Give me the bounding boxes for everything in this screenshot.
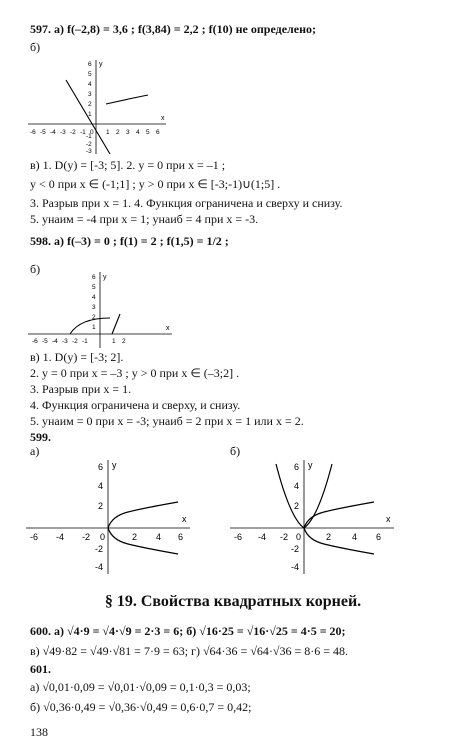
tick-y: 5 xyxy=(88,71,92,78)
page-number: 138 xyxy=(30,725,48,739)
section-heading: § 19. Свойства квадратных корней. xyxy=(104,593,362,610)
axis-x-label: x xyxy=(182,514,187,524)
tick-y: -4 xyxy=(291,562,300,572)
tick-x: -2 xyxy=(280,532,289,542)
tick-x: -3 xyxy=(60,129,66,136)
tick-x: 4 xyxy=(156,532,162,542)
tick-x: 0 xyxy=(100,532,106,542)
tick-x: 1 xyxy=(112,338,116,345)
tick-x: -5 xyxy=(42,338,48,345)
p597-v1: в) 1. D(y) = [-3; 5]. 2. y = 0 при x = –1 ; xyxy=(30,158,226,172)
axis-y-label: y xyxy=(103,274,107,281)
tick-x: 2 xyxy=(326,532,332,542)
tick-x: -5 xyxy=(40,129,46,136)
p598-b-label: б) xyxy=(30,262,41,276)
p601-b: б) √0,36·0,49 = √0,36·√0,49 = 0,6·0,7 = 0,42; xyxy=(30,700,252,714)
p598-a: 598. а) f(–3) = 0 ; f(1) = 2 ; f(1,5) = 1/2 ; xyxy=(30,234,229,248)
p599-title: 599. xyxy=(30,430,51,444)
tick-y: 2 xyxy=(294,501,300,511)
p598-v4: 4. Функция ограничена и сверху, и снизу. xyxy=(30,398,241,412)
tick-x: -4 xyxy=(52,338,58,345)
p597-v4: 5. yнаим = -4 при x = 1; yнаиб = 4 при x = -3. xyxy=(30,212,259,226)
p598-v2: 2. y = 0 при x = –3 ; y > 0 при x ∈ (–3;2] . xyxy=(30,366,240,380)
axis-x-label: x xyxy=(166,325,170,332)
tick-x: 0 xyxy=(90,129,94,136)
graph-598 xyxy=(28,272,174,350)
tick-y: 4 xyxy=(294,481,300,491)
tick-y: 3 xyxy=(88,91,92,98)
tick-x: 2 xyxy=(122,338,126,345)
tick-y: 6 xyxy=(294,462,300,472)
graph-599a xyxy=(24,458,192,576)
graph-599b xyxy=(228,458,396,576)
p598-v1: в) 1. D(y) = [-3; 2]. xyxy=(30,350,124,364)
tick-y: -1 xyxy=(86,133,92,140)
curve-599b-parabola-left xyxy=(276,464,304,528)
p599-a-label: а) xyxy=(30,444,40,458)
tick-y: -2 xyxy=(86,141,92,148)
p597-b-label: б) xyxy=(30,40,41,54)
tick-y: -4 xyxy=(95,562,104,572)
tick-y: 2 xyxy=(98,501,104,511)
axis-y-label: y xyxy=(112,460,117,470)
tick-x: -1 xyxy=(80,129,86,136)
tick-x: -6 xyxy=(30,129,36,136)
p597-v3: 3. Разрыв при x = 1. 4. Функция ограничена и сверху и снизу. xyxy=(30,196,343,210)
p600-line1: 600. а) √4·9 = √4·√9 = 2·3 = 6; б) √16·25 = √16·√25 = 4·5 = 20; xyxy=(30,624,346,638)
tick-x: -4 xyxy=(56,532,65,542)
tick-y: -2 xyxy=(95,544,104,554)
p597-a: 597. а) f(–2,8) = 3,6 ; f(3,84) = 2,2 ; f(10) не определено; xyxy=(30,22,316,36)
tick-y: 3 xyxy=(92,304,96,311)
tick-y: 2 xyxy=(88,101,92,108)
tick-x: 6 xyxy=(156,129,160,136)
curve-598-left xyxy=(70,318,110,334)
tick-y: 2 xyxy=(92,314,96,321)
tick-y: 6 xyxy=(92,274,96,281)
tick-y: 6 xyxy=(98,462,104,472)
tick-x: -1 xyxy=(82,338,88,345)
p600-line2: в) √49·82 = √49·√81 = 7·9 = 63; г) √64·36 = √64·√36 = 8·6 = 48. xyxy=(30,644,349,658)
p598-v3: 3. Разрыв при x = 1. xyxy=(30,382,132,396)
tick-x: 1 xyxy=(106,129,110,136)
tick-y: -3 xyxy=(86,148,92,155)
tick-y: -2 xyxy=(291,544,300,554)
tick-y: 4 xyxy=(88,81,92,88)
p601-title: 601. xyxy=(30,662,51,676)
curve-599b-upper xyxy=(304,502,374,528)
tick-y: 5 xyxy=(92,284,96,291)
tick-x: 3 xyxy=(126,129,130,136)
p601-a: а) √0,01·0,09 = √0,01·√0,09 = 0,1·0,3 = 0,03; xyxy=(30,680,251,694)
tick-x: -2 xyxy=(72,338,78,345)
tick-y: 4 xyxy=(92,294,96,301)
curve-598-right xyxy=(112,314,120,334)
tick-x: -6 xyxy=(30,532,39,542)
axis-x-label: x xyxy=(161,115,165,122)
tick-x: 0 xyxy=(296,532,302,542)
tick-x: 6 xyxy=(178,532,184,542)
curve-599b-lower xyxy=(304,528,374,554)
axis-y-label: y xyxy=(308,460,313,470)
tick-x: 6 xyxy=(376,532,382,542)
tick-x: -2 xyxy=(70,129,76,136)
tick-x: 5 xyxy=(146,129,150,136)
tick-x: -6 xyxy=(234,532,243,542)
tick-x: -6 xyxy=(32,338,38,345)
tick-x: -3 xyxy=(62,338,68,345)
tick-x: -4 xyxy=(258,532,267,542)
tick-x: 4 xyxy=(352,532,358,542)
tick-x: -4 xyxy=(50,129,56,136)
curve-599a-upper xyxy=(108,502,178,528)
p597-v2: y < 0 при x ∈ (-1;1] ; y > 0 при x ∈ [-3;-1)∪(1;5] . xyxy=(30,177,281,191)
tick-x: 2 xyxy=(132,532,138,542)
graph-597 xyxy=(28,58,168,156)
tick-y: 1 xyxy=(88,111,92,118)
curve-599a-lower xyxy=(108,528,178,554)
curve-599b-parabola-right xyxy=(304,464,332,528)
tick-x: 2 xyxy=(116,129,120,136)
curve-597-right xyxy=(106,95,148,104)
tick-x: 4 xyxy=(136,129,140,136)
tick-y: 6 xyxy=(88,61,92,68)
tick-x: -2 xyxy=(82,532,91,542)
axis-y-label: y xyxy=(99,61,103,68)
p598-v5: 5. yнаим = 0 при x = -3; yнаиб = 2 при x = 1 или x = 2. xyxy=(30,414,304,428)
axis-x-label: x xyxy=(386,514,391,524)
tick-y: 4 xyxy=(98,481,104,491)
tick-y: 1 xyxy=(92,324,96,331)
p599-b-label: б) xyxy=(230,444,241,458)
